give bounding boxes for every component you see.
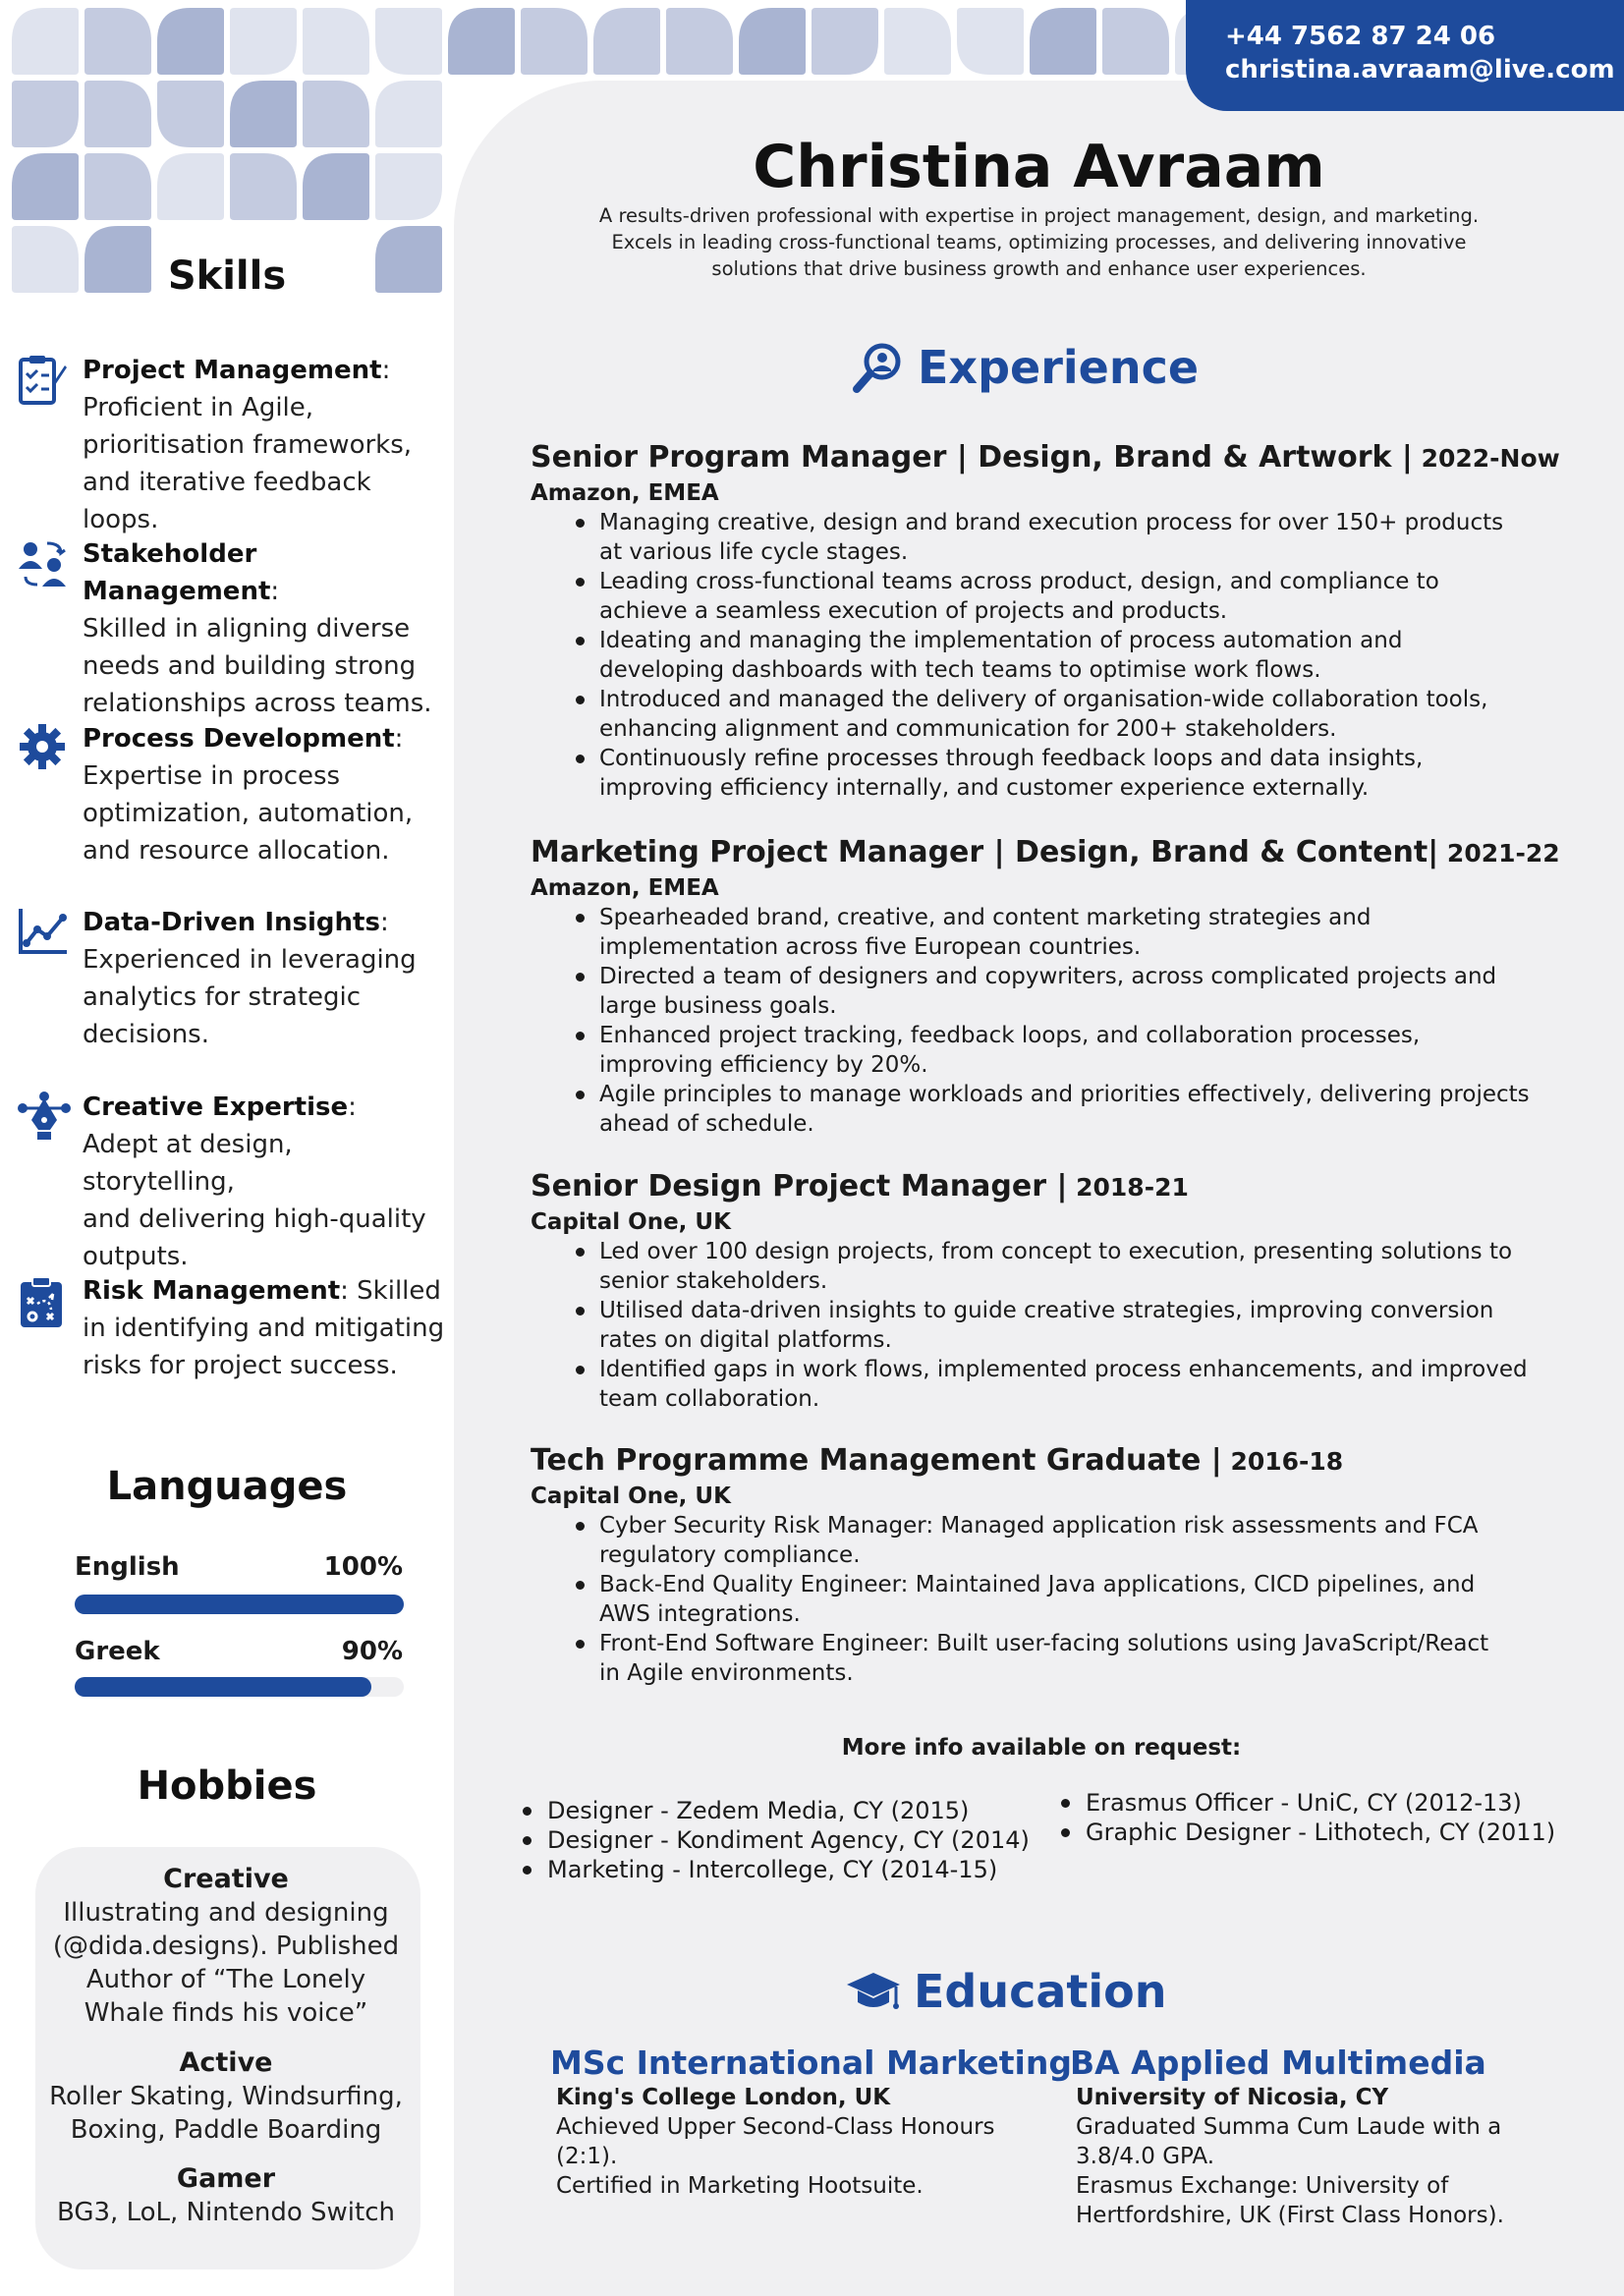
hobby-heading: Gamer <box>176 2163 276 2194</box>
skill-name: Project Management <box>83 356 382 385</box>
decorative-tile <box>739 8 806 75</box>
skill-item <box>18 720 450 869</box>
education-item-msc <box>550 2044 1072 2201</box>
skill-description: in identifying and mitigating <box>83 1314 445 1343</box>
bullet-line: rates on digital platforms. <box>599 1327 892 1353</box>
line-chart-icon <box>18 904 83 1053</box>
skill-suffix: : <box>394 724 404 754</box>
decorative-tile <box>157 153 224 220</box>
hobby-heading: Active <box>179 2047 273 2078</box>
bullet-line: Agile principles to manage workloads and priorities effectively, delivering projects <box>599 1082 1530 1107</box>
job-entry <box>531 438 1592 803</box>
bullet-line: team collaboration. <box>599 1386 820 1412</box>
bullet-line: Ideating and managing the implementation of process automation and <box>599 628 1403 653</box>
language-row-greek <box>75 1637 403 1666</box>
hobby-creative <box>20 1863 432 2030</box>
bullet-line: Cyber Security Risk Manager: Managed application risk assessments and FCA <box>599 1513 1479 1539</box>
skill-text <box>83 1272 444 1384</box>
job-years: 2021-22 <box>1438 839 1560 868</box>
decorative-tile <box>593 8 660 75</box>
languages-heading: Languages <box>106 1464 348 1509</box>
skill-suffix: : <box>348 1092 357 1122</box>
decorative-tile <box>12 81 79 147</box>
summary-line: Excels in leading cross-functional teams, optimizing processes, and delivering innovative <box>611 231 1467 253</box>
list-item <box>570 508 1592 567</box>
degree-title: BA Applied Multimedia <box>1070 2044 1486 2082</box>
language-level: 90% <box>341 1637 403 1666</box>
skill-description: risks for project success. <box>83 1351 398 1380</box>
job-title <box>531 438 1592 478</box>
skill-suffix: : Skilled <box>340 1276 441 1306</box>
list-item <box>570 1237 1592 1296</box>
bullet-line: enhancing alignment and communication for 200+ stakeholders. <box>599 716 1337 742</box>
decorative-tile <box>12 8 79 75</box>
skill-name: Risk Management <box>83 1276 341 1306</box>
skill-text <box>83 720 413 869</box>
skill-description: Expertise in process <box>83 761 341 791</box>
decorative-tile <box>303 153 369 220</box>
job-years: 2022-Now <box>1412 444 1560 473</box>
list-item <box>570 567 1592 626</box>
skill-item <box>18 904 450 1053</box>
bullet-line: Enhanced project tracking, feedback loops, and collaboration processes, <box>599 1023 1421 1048</box>
education-item-ba <box>1070 2044 1600 2230</box>
language-name: English <box>75 1552 180 1582</box>
skill-description: optimization, automation, <box>83 799 414 828</box>
bullet-line: achieve a seamless execution of projects and products. <box>599 598 1228 624</box>
list-item <box>570 1511 1592 1570</box>
skill-text <box>83 1089 450 1275</box>
list-item <box>570 962 1592 1021</box>
phone-number[interactable]: +44 7562 87 24 06 <box>1225 22 1496 51</box>
skill-item <box>18 1089 450 1275</box>
contact-box <box>1186 0 1624 111</box>
summary-line: solutions that drive business growth and enhance user experiences. <box>711 257 1367 280</box>
skill-item <box>18 535 450 722</box>
decorative-tile <box>157 81 224 147</box>
hobby-line: Illustrating and designing <box>63 1898 389 1928</box>
skill-description: and delivering high-quality <box>83 1204 426 1234</box>
education-detail: 3.8/4.0 GPA. <box>1076 2144 1215 2169</box>
bullet-line: AWS integrations. <box>599 1601 801 1627</box>
list-item <box>570 744 1592 803</box>
professional-summary <box>570 202 1508 282</box>
skill-description: Experienced in leveraging <box>83 945 417 975</box>
job-bullets <box>570 1237 1592 1414</box>
skill-text <box>83 352 450 538</box>
job-role: Senior Program Manager | Design, Brand & Artwork | <box>531 440 1413 475</box>
job-years: 2018-21 <box>1067 1173 1189 1202</box>
more-info-list-left <box>521 1796 1030 1884</box>
job-bullets <box>570 903 1592 1139</box>
summary-line: A results-driven professional with expertise in project management, design, and marketing. <box>598 204 1480 227</box>
skill-name: Process Development <box>83 724 395 754</box>
education-detail: Graduated Summa Cum Laude with a <box>1076 2114 1502 2140</box>
strategy-clipboard-icon <box>18 1272 83 1384</box>
skill-description: needs and building strong <box>83 651 417 681</box>
education-heading <box>845 1965 1167 2018</box>
decorative-tile <box>448 8 515 75</box>
list-item <box>570 1080 1592 1139</box>
school-name: University of Nicosia, CY <box>1076 2085 1389 2110</box>
bullet-line: ahead of schedule. <box>599 1111 814 1137</box>
bullet-line: developing dashboards with tech teams to optimise work flows. <box>599 657 1321 683</box>
pen-tool-icon <box>18 1089 83 1275</box>
job-company: Capital One, UK <box>531 1209 731 1235</box>
bullet-line: Utilised data-driven insights to guide creative strategies, improving conversion <box>599 1298 1494 1323</box>
hobby-line: BG3, LoL, Nintendo Switch <box>56 2198 395 2227</box>
list-item: Designer - Kondiment Agency, CY (2014) <box>521 1825 1030 1855</box>
skill-name: Stakeholder Management <box>83 539 271 606</box>
bullet-line: in Agile environments. <box>599 1660 854 1686</box>
degree-title: MSc International Marketing <box>550 2044 1072 2082</box>
bullet-line: at various life cycle stages. <box>599 539 909 565</box>
list-item: Designer - Zedem Media, CY (2015) <box>521 1796 1030 1825</box>
decorative-tile <box>1102 8 1169 75</box>
decorative-tile <box>230 81 297 147</box>
bullet-line: Spearheaded brand, creative, and content marketing strategies and <box>599 905 1372 930</box>
list-item <box>570 1021 1592 1080</box>
decorative-tile <box>303 8 369 75</box>
bullet-line: Led over 100 design projects, from concept to execution, presenting solutions to <box>599 1239 1513 1264</box>
job-role: Tech Programme Management Graduate | <box>531 1443 1222 1478</box>
decorative-tile <box>957 8 1024 75</box>
skill-name: Data-Driven Insights <box>83 908 380 937</box>
job-role: Marketing Project Manager | Design, Brand & Content| <box>531 835 1439 869</box>
hobby-line: Boxing, Paddle Boarding <box>70 2115 382 2145</box>
list-item: Marketing - Intercollege, CY (2014-15) <box>521 1855 1030 1884</box>
job-company: Amazon, EMEA <box>531 875 719 901</box>
decorative-tile <box>230 8 297 75</box>
skills-heading: Skills <box>167 253 287 299</box>
job-title <box>531 833 1592 873</box>
list-item <box>570 626 1592 685</box>
skill-description: analytics for strategic <box>83 982 362 1012</box>
bullet-line: implementation across five European countries. <box>599 934 1142 960</box>
education-title: Education <box>914 1965 1167 2018</box>
school-name: King's College London, UK <box>556 2085 891 2110</box>
list-item: Graphic Designer - Lithotech, CY (2011) <box>1059 1818 1555 1847</box>
skill-suffix: : <box>270 577 280 606</box>
list-item <box>570 1296 1592 1355</box>
bullet-line: Back-End Quality Engineer: Maintained Java applications, CICD pipelines, and <box>599 1572 1476 1597</box>
hobby-line: Whale finds his voice” <box>84 1998 368 2028</box>
skill-name: Creative Expertise <box>83 1092 349 1122</box>
skill-description: decisions. <box>83 1020 209 1049</box>
list-item <box>570 1570 1592 1629</box>
gear-icon <box>18 720 83 869</box>
skill-description: and iterative feedback loops. <box>83 468 371 534</box>
skill-description: Skilled in aligning diverse <box>83 614 411 644</box>
skill-suffix: : <box>379 908 389 937</box>
language-level: 100% <box>323 1552 403 1582</box>
decorative-tile <box>157 8 224 75</box>
skill-description: Proficient in Agile, <box>83 393 314 422</box>
decorative-tile <box>375 8 442 75</box>
decorative-tile <box>884 8 951 75</box>
list-item <box>570 1629 1592 1688</box>
hobby-line: Roller Skating, Windsurfing, <box>49 2082 403 2111</box>
experience-title: Experience <box>918 341 1200 394</box>
job-entry <box>531 833 1592 1139</box>
experience-heading <box>851 340 1199 395</box>
skill-description: outputs. <box>83 1242 189 1271</box>
job-years: 2016-18 <box>1221 1447 1344 1476</box>
job-title <box>531 1167 1592 1207</box>
job-title <box>531 1441 1592 1482</box>
language-row-english <box>75 1552 403 1582</box>
decorative-tile <box>375 81 442 147</box>
decorative-tile <box>84 8 151 75</box>
skill-description: and resource allocation. <box>83 836 390 866</box>
candidate-name: Christina Avraam <box>753 133 1325 201</box>
bullet-line: improving efficiency internally, and customer experience externally. <box>599 775 1370 801</box>
decorative-tile <box>521 8 588 75</box>
education-detail: Achieved Upper Second-Class Honours <box>556 2114 995 2140</box>
bullet-line: large business goals. <box>599 993 837 1019</box>
bullet-line: improving efficiency by 20%. <box>599 1052 928 1078</box>
job-role: Senior Design Project Manager | <box>531 1169 1068 1204</box>
language-bar-english <box>75 1595 404 1614</box>
people-exchange-icon <box>18 535 83 722</box>
job-company: Amazon, EMEA <box>531 480 719 506</box>
hobby-gamer <box>20 2162 432 2229</box>
bullet-line: Introduced and managed the delivery of organisation-wide collaboration tools, <box>599 687 1488 712</box>
decorative-tile <box>1030 8 1096 75</box>
skill-text <box>83 535 450 722</box>
hobby-line: Author of “The Lonely <box>85 1965 366 1994</box>
language-bar-fill <box>75 1677 371 1697</box>
magnifier-person-icon <box>851 340 906 395</box>
skill-item <box>18 1272 450 1384</box>
decorative-tile <box>12 153 79 220</box>
decorative-tile <box>375 153 442 220</box>
hobby-line: (@dida.designs). Published <box>52 1932 400 1961</box>
more-info-heading: More info available on request: <box>841 1735 1242 1761</box>
education-detail: Hertfordshire, UK (First Class Honors). <box>1076 2203 1504 2228</box>
skill-item <box>18 352 450 538</box>
bullet-line: Directed a team of designers and copywriters, across complicated projects and <box>599 964 1497 989</box>
checklist-icon <box>18 352 83 538</box>
bullet-line: senior stakeholders. <box>599 1268 828 1294</box>
job-entry <box>531 1167 1592 1414</box>
language-bar-fill <box>75 1595 404 1614</box>
list-item: Erasmus Officer - UniC, CY (2012-13) <box>1059 1788 1555 1818</box>
skill-description: Adept at design, storytelling, <box>83 1130 293 1197</box>
decorative-tile <box>303 81 369 147</box>
education-detail: Erasmus Exchange: University of <box>1076 2173 1449 2199</box>
skill-text <box>83 904 417 1053</box>
list-item <box>570 903 1592 962</box>
decorative-tile <box>84 81 151 147</box>
job-entry <box>531 1441 1592 1688</box>
email-address[interactable]: christina.avraam@live.com <box>1225 55 1615 84</box>
hobbies-heading: Hobbies <box>137 1764 317 1809</box>
graduation-cap-icon <box>845 1967 902 2016</box>
decorative-tile <box>84 153 151 220</box>
skill-description: prioritisation frameworks, <box>83 430 413 460</box>
education-detail: (2:1). <box>556 2144 618 2169</box>
decorative-tile <box>666 8 733 75</box>
hobby-active <box>20 2046 432 2147</box>
bullet-line: Front-End Software Engineer: Built user-facing solutions using JavaScript/React <box>599 1631 1489 1656</box>
skill-suffix: : <box>381 356 391 385</box>
language-name: Greek <box>75 1637 160 1666</box>
decorative-tile <box>230 153 297 220</box>
bullet-line: Leading cross-functional teams across product, design, and compliance to <box>599 569 1439 594</box>
education-detail: Certified in Marketing Hootsuite. <box>556 2173 924 2199</box>
language-bar-greek <box>75 1677 404 1697</box>
hobby-heading: Creative <box>163 1864 289 1894</box>
bullet-line: regulatory compliance. <box>599 1542 861 1568</box>
bullet-line: Continuously refine processes through feedback loops and data insights, <box>599 746 1424 771</box>
more-info-list-right <box>1059 1788 1555 1847</box>
list-item <box>570 1355 1592 1414</box>
job-bullets <box>570 1511 1592 1688</box>
skill-description: relationships across teams. <box>83 689 432 718</box>
job-company: Capital One, UK <box>531 1484 731 1509</box>
bullet-line: Identified gaps in work flows, implemented process enhancements, and improved <box>599 1357 1528 1382</box>
job-bullets <box>570 508 1592 803</box>
list-item <box>570 685 1592 744</box>
bullet-line: Managing creative, design and brand execution process for over 150+ products <box>599 510 1504 535</box>
decorative-tile <box>812 8 878 75</box>
